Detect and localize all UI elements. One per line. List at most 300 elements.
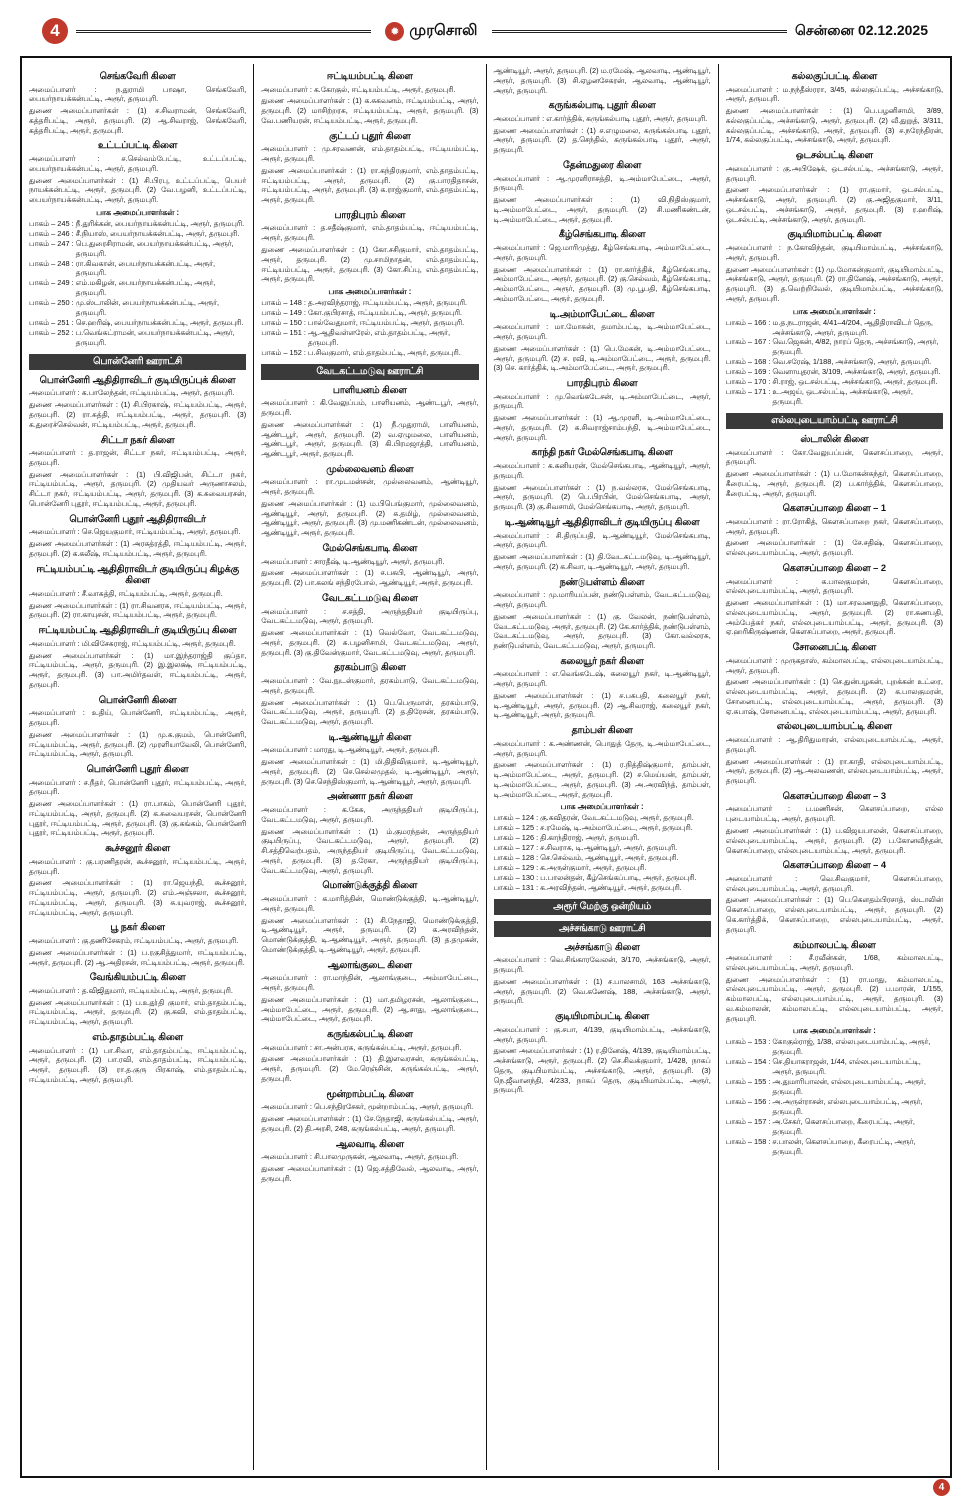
list-item-label: பாகம் – 251 bbox=[29, 318, 70, 328]
list-item-text: ப.வெங்கட்ராமன், பையர்நாயக்கன்பட்டி, அரூர், தருமபுரி. bbox=[75, 328, 235, 347]
branch-heading: சோனைபட்டி கிளை bbox=[792, 642, 877, 653]
body-paragraph: அமைப்பாளர் : வெ.சிங்காரவேலன், 3/170, அச்சங்காடு, அரூர், தருமபுரி. bbox=[493, 955, 711, 975]
body-paragraph: துணை அமைப்பாளர்கள் : (1) மா.சரவணதுதி, கௌசப்பாறை, எல்லபுடையாம்பட்டி, அரூர், தருமபுரி. (2) ரா.கணபதி, அம்பேத்கர் நகர், எல்லபுடையாம்பட்டி, அரூர், தருமபுரி. (3) ஏ.ஹரிகிருஷ்ணன், கௌசப்பாறை, அரூர், தருமபுரி. bbox=[725, 598, 943, 637]
branch-heading: கருங்கல்பாடி புதூர் கிளை bbox=[548, 100, 656, 111]
footer-page-number: 4 bbox=[933, 1479, 950, 1496]
body-paragraph: துணை அமைப்பாளர்கள் : (1) செ.துன்பழகன், புறக்கன் உட்ரை, எல்லபுடையாம்பட்டி, அரூர், தருமபுரி. (2) க.பாலகுமரன், சோனைபட்டி, எல்லபுடையாம்பட்டி, அரூர், தருமபுரி. (3) ஏ.சுபாஷ், சோனைபட்டி, எல்லபுடையாம்பட்டி, அரூர், தருமபுரி. bbox=[725, 677, 943, 716]
list-item bbox=[29, 278, 246, 298]
subsection-heading: பாக அமைப்பாளர்கள் : bbox=[560, 802, 644, 812]
body-paragraph: துணை அமைப்பாளர்கள் : (1) தி.இளவரசன், கருங்கல்பட்டி, அரூர், தருமபுரி. (2) மே.ரெஞ்சின், கருங்கல்பட்டி, அரூர், தருமபுரி. bbox=[261, 1054, 479, 1083]
list-item bbox=[726, 1097, 943, 1117]
list-item-separator: : bbox=[768, 1037, 771, 1047]
text-column bbox=[22, 64, 253, 1470]
body-paragraph: அமைப்பாளர் : சா.அன்பரசு, கருங்கல்பட்டி, அரூர், தருமபுரி. bbox=[261, 1042, 462, 1052]
body-paragraph: துணை அமைப்பாளர்கள் : (1) ம்.குமரந்தன், அருந்ததியர் குடியிருப்பு, வேடகட்டமடுவு, அரூர், தருமபுரி. (2) சி.சத்திவெற்பதம், அருந்ததியர் குடியிருப்பு, வேடகட்டமடுவு, அரூர், தருமபுரி. (3) த.ரேகா, அருந்ததியர் குடியிருப்பு, வேடகட்டமடுவு, அரூர், தருமபுரி. bbox=[261, 826, 479, 875]
branch-heading: டி.ஆண்டியூர் ஆதிதிராவிடர் குடியிருப்பு கிளை bbox=[504, 516, 700, 527]
body-paragraph: அமைப்பாளர் : எ.கார்த்திக், கருங்கல்பாடி புதூர், அரூர், தருமபுரி. bbox=[493, 113, 708, 123]
list-item-label: பாகம் – 250 bbox=[29, 298, 70, 308]
body-paragraph: துணை அமைப்பாளர்கள் : (1) ச.எழுமலை, கருங்கல்பாடி புதூர், அரூர், தருமபுரி. (2) த.செந்தில், கருங்கல்பாடி புதூர், அரூர், தருமபுரி. bbox=[493, 125, 711, 155]
list-item-label: பாகம் – 169 bbox=[725, 367, 767, 377]
body-paragraph: துணை அமைப்பாளர்கள் : (1) ச.சிவராமன், செங்கவேரி, கத்தரிபட்டி, அரூர், தருமபுரி. (2) ஆ.சிவராஜ், செங்கவேரி, கத்தரிபட்டி, அரூர், தருமபுரி. bbox=[29, 106, 247, 135]
list-item-label: பாகம் – 157 bbox=[725, 1116, 767, 1126]
list-item-text: மு.ஸ்டாலின், பையர்நாயக்கன்பட்டி, அரூர், தருமபுரி. bbox=[75, 298, 220, 318]
branch-heading: தாம்பள் கிளை bbox=[571, 725, 633, 736]
list-item-separator: : bbox=[303, 347, 306, 357]
body-paragraph: அமைப்பாளர் : கு.பரணிதரன், கூச்சனூர், ஈட்டியம்பட்டி, அரூர், தருமபுரி. bbox=[29, 856, 247, 876]
section-band-heading: அச்சங்காடு ஊராட்சி bbox=[494, 921, 711, 937]
list-item-text: செ.ஹரிஷ், பையர்நாயக்கன்பட்டி, அரூர், தருமபுரி. bbox=[75, 318, 244, 328]
list-item bbox=[261, 298, 478, 308]
list-item bbox=[726, 337, 943, 357]
branch-heading: கூச்சனூர் கிளை bbox=[105, 843, 170, 854]
branch-heading: குடியிமாம்பட்டி கிளை bbox=[787, 229, 882, 240]
text-column bbox=[486, 64, 718, 1470]
branch-heading: பொன்னேரி புதூர் ஆதிதிராவிடர் bbox=[69, 513, 206, 524]
list-item bbox=[29, 219, 246, 229]
body-paragraph: துணை அமைப்பாளர்கள் : (1) ரா.மாது, கம்மாலபட்டி, எல்லபுடையாம்பட்டி, அரூர், தருமபுரி. (2) ப.மாரன், 1/155, கம்மாலபட்டி, எல்லபுடையாம்பட்டி, அரூர், தருமபுரி. (3) வ.கம்மாலன், கம்மாலபட்டி, எல்லபுடையாம்பட்டி, அரூர், தருமபுரி. bbox=[725, 974, 943, 1023]
list-item-separator: : bbox=[536, 872, 539, 882]
body-paragraph: அமைப்பாளர் : ப.மணிசன், கௌசப்பாறை, எல்ல புடையாம்பட்டி, அரூர், தருமபுரி. bbox=[725, 804, 943, 824]
list-item bbox=[494, 833, 711, 843]
list-item bbox=[29, 298, 246, 318]
body-paragraph: துணை அமைப்பாளர்கள் : (1) ர.தினேஷ், 4/139, குடியிமாம்பட்டி, அச்சங்காடு, அரூர், தருமபுரி. (2) செ.சிவக்குமார், 1/428, நாகப் தெரு, குடியிமாம்பட்டி, அச்சங்காடு, அரூர், தருமபுரி. (3) நெ.ஜீவானந்தி, 4/233, நாகப் தெரு, குடியிமாம்பட்டி, அரூர், தருமபுரி. bbox=[493, 1046, 711, 1095]
body-paragraph: துணை அமைப்பாளர்கள் : (1) ப.உதூ்தி குமார், எம்.தாதம்பட்டி, ஈட்டியம்பட்டி, அரூர், தருமபுரி. (2) கு.கவி, எம்.தாதம்பட்டி, ஈட்டியம்பட்டி, அரூர், தருமபுரி. bbox=[29, 997, 247, 1027]
list-item-text: வெ.சரேஷ், 1/188, அச்சங்காடு, அரூர், தருமபுரி. bbox=[772, 357, 932, 367]
body-paragraph: துணை அமைப்பாளர்கள் : (1) மா.இந்தராஜ்தி குப்தா, ஈட்டியம்பட்டி, அரூர், தருமபுரி. (2) இ.இலக்ஷ், ஈட்டியம்பட்டி, அரூர், தருமபுரி. (3) பா.அமிர்தவள், ஈட்டியம்பட்டி, அரூர், தருமபுரி. bbox=[29, 650, 247, 689]
list-item-text: அ.அருள்ராசன், எல்லபுடையாம்பட்டி, அரூர், தருமபுரி. bbox=[772, 1097, 923, 1116]
list-item-text: ச.சிவராசு, டி.ஆண்டியூர், அரூர், தருமபுரி. bbox=[540, 843, 678, 853]
body-paragraph: துணை அமைப்பாளர்கள் : (1) ஆ.முரளி, டி.அம்மாபேட்டை, அரூர், தருமபுரி. (2) க.சிவராஜ்சாம்பந்தி, டி.அம்மாபேட்டை, அரூர், தருமபுரி. bbox=[493, 413, 711, 442]
body-paragraph: துணை அமைப்பாளர்கள் : (1) ரா.குமார், ஒடசல்பட்டி, அச்சங்காடு, அரூர், தருமபுரி. (2) கு.அஜிதகுமார், 3/11, ஒடசல்பட்டி, அச்சங்காடு, அரூர், தருமபுரி. (3) ர.ஹரிஷ், ஒடசல்பட்டி, அச்சங்காடு, அரூர், தருமபுரி. bbox=[725, 185, 943, 224]
list-item-separator: : bbox=[768, 377, 771, 387]
list-item-text: பெ.துரைசிராமன், பையர்நாயக்கன்பட்டி, அரூர், தருமபுரி. bbox=[75, 238, 234, 258]
branch-heading: கௌசப்பாறை கிளை – 3 bbox=[782, 790, 887, 801]
body-paragraph: துணை அமைப்பாளர்கள் : (1) மி.திதிவிகுமார், டி.ஆண்டியூர், அரூர், தருமபுரி. (2) செ.செல்லமுதல், டி.ஆண்டியூர், அரூர், தருமபுரி. (3) செ.செந்திஸ்குமார், டி.ஆண்டியூர், அரூர், தருமபுரி. bbox=[261, 757, 479, 786]
list-item-text: வெ.ஜெகன், 4/82, நாரப் தெரு, அச்சங்காடு, அரூர், தருமபுரி. bbox=[772, 337, 939, 357]
list-item-separator: : bbox=[71, 328, 74, 338]
body-paragraph: துணை அமைப்பாளர்கள் : (1) ர.நித்திஷ்குமார், தாம்பள், டி.அம்மாபேட்டை, அரூர், தருமபுரி. (2) ச.மெய்யன், தாம்பள், டி.அம்மாபேட்டை, அரூர், தருமபுரி. (3) அ.அரவிந்த், தாம்பள், டி.அம்மாபேட்டை, அரூர், தருமபுரி. bbox=[493, 760, 711, 799]
text-column bbox=[253, 64, 485, 1470]
body-paragraph: அமைப்பாளர் : மு.மாரியப்பன், நண்டுபள்ளம், வேடகட்டமடுவு, அரூர், தருமபுரி. bbox=[493, 590, 711, 609]
body-paragraph: துணை அமைப்பாளர்கள் : (1) சி.நேதாஜி, மொண்டுக்குத்தி, டி.ஆண்டியூர், அரூர், தருமபுரி. (2) க.அரவிந்தன், மொண்டுக்குத்தி, டி.ஆண்டியூர், அரூர், தருமபுரி. (3) த.தமுகன், மொண்டுக்குத்தி, டி.ஆண்டியூர், அரூர், தருமபுரி. bbox=[261, 915, 479, 954]
list-item bbox=[726, 367, 943, 377]
body-paragraph: துணை அமைப்பாளர்கள் : (1) பெ.மேகன், டி.அம்மாபேட்டை, அரூர், தருமபுரி. (2) ச. ரவி, டி.அம்மாபேட்டை, அரூர், தருமபுரி. (3) செ. கார்த்திக், டி.அம்மாபேட்டை, அரூர், தருமபுரி. bbox=[493, 343, 711, 373]
list-item-label: பாகம் – 247 bbox=[29, 238, 70, 248]
list-item bbox=[494, 853, 711, 863]
branch-heading: ஈட்டியம்பட்டி ஆதிதிராவிடர் குடியிருப்பு கிழக்கு கிளை bbox=[36, 563, 239, 586]
body-paragraph: அமைப்பாளர் : ஆ.முரளிராசத்தி, டி.அம்மாபேட்டை, அரூர், தருமபுரி. bbox=[493, 173, 711, 193]
body-paragraph: துணை அமைப்பாளர்கள் : (1) வி.நிதிஸ்குமார், டி.அம்மாபேட்டை, அரூர், தருமபுரி. (2) சி.மணிகண்டன், டி.அம்மாபேட்டை, அரூர், தருமபுரி. bbox=[493, 195, 711, 224]
branch-heading: பொன்னேரி ஆதிதிராவிடர் குடியிருப்புக் கிளை bbox=[39, 374, 236, 385]
list-item-separator: : bbox=[768, 337, 771, 347]
branch-heading: ஈட்டியம்பட்டி ஆதிதிராவிடர் குடியிருப்பு கிளை bbox=[38, 625, 237, 636]
body-paragraph: துணை அமைப்பாளர்கள் : (1) சி.பிரபு, உட்டப்பட்டி, பெயர் நாயக்கன்பட்டி, அரூர், தருமபுரி. (2) வே.பழனி, உட்டப்பட்டி, பையர்நாயக்கன்பட்டி, அரூர், தருமபுரி. bbox=[29, 175, 247, 205]
list-item-separator: : bbox=[768, 1097, 771, 1106]
body-paragraph: துணை அமைப்பாளர்கள் : (1) ரா.பாகம், பொன்னேரி புதூர், ஈட்டியம்பட்டி, அரூர், தருமபுரி. (2) க.சுவையரசன், பொன்னேரி புதூர், ஈட்டியம்பட்டி, அரூர், தருமபுரி. (3) கு.கங்கம், பொன்னேரி புதூர், ஈட்டியம்பட்டி, அரூர், தருமபுரி. bbox=[29, 799, 247, 838]
branch-heading: ஆலவாடி கிளை bbox=[335, 1138, 404, 1149]
list-item-label: பாகம் – 246 bbox=[29, 228, 70, 238]
edition-date: சென்னை 02.12.2025 bbox=[795, 21, 929, 38]
list-item-label: பாகம் – 125 bbox=[493, 823, 535, 833]
branch-heading: அச்சங்காடு கிளை bbox=[564, 941, 640, 952]
list-item-separator: : bbox=[768, 387, 771, 397]
branch-heading: கௌசப்பாறை கிளை – 4 bbox=[782, 860, 887, 871]
branch-heading: ஈட்டியம்பட்டி கிளை bbox=[326, 71, 413, 81]
branch-heading: கௌசப்பாறை கிளை – 2 bbox=[782, 563, 887, 574]
body-paragraph: அமைப்பாளர் : மா.மோகன், தமாம்பட்டி, டி.அம்மாபேட்டை, அரூர், தருமபுரி. bbox=[493, 322, 711, 341]
flame-circle-icon: ✹ bbox=[385, 22, 404, 41]
list-item-text: க.அருள்குமார், அரூர், தருமபுரி. bbox=[540, 863, 647, 873]
list-item bbox=[726, 377, 943, 387]
list-item-text: ப.சிவகுமார், எம்.தாதம்பட்டி, அரூர், தருமபுரி. bbox=[307, 347, 461, 357]
list-item-text: த.அரவிந்தராஜ், ஈட்டியம்பட்டி, அரூர், தருமபுரி. bbox=[307, 298, 467, 308]
body-paragraph: அமைப்பாளர் : மி.விசேசுராஜ், ஈட்டியம்பட்டி, அரூர், தருமபுரி. bbox=[29, 638, 236, 648]
body-paragraph: துணை அமைப்பாளர்கள் : (1) நீ.முதுராமி, பாளியனம், ஆண்டபூர், அரூர், தருமபுரி. (2) வ.ஏழுமலை, பாளியனம், ஆண்டபூர், அரூர், தருமபுரி. (3) கி.பிரமஜாத்தி, பாளியனம், ஆண்டபூர், அரூர், தருமபுரி. bbox=[261, 419, 479, 459]
body-paragraph: துணை அமைப்பாளர்கள் : (1) சி.பிரகாஷ், ஈட்டியம்பட்டி, அரூர், தருமபுரி. (2) ரா.சுத்தி, ஈட்டியம்பட்டி, அரூர், தருமபுரி. (3) க.துரைச்செல்வன், ஈட்டியம்பட்டி, அரூர், தருமபுரி. bbox=[29, 400, 247, 429]
body-paragraph: துணை அமைப்பாளர்கள் : (1) பி.விஜிபன், சிட்டா நகர், ஈட்டியம்பட்டி, அரூர், தருமபுரி. (2) முதியவர் அருணாசலம், சிட்டா நகர், ஈட்டியம்பட்டி, அரூர், தருமபுரி. (3) க.சுவையரசன், பொன்னேரி புதூர், ஈட்டியம்பட்டி, அரூர், தருமபுரி. bbox=[29, 469, 247, 508]
list-item-text: ம.த.நடராஜன், 4/41–4/204, ஆதிதிராவிடர் தெரு, அச்சங்காடு, அரூர், தருமபுரி. bbox=[772, 317, 933, 337]
body-paragraph: துணை அமைப்பாளர்கள் : (1) ஜெ.சத்திவேல், ஆலவாடி, அரூர், தருமபுரி. bbox=[261, 1164, 479, 1183]
body-paragraph: துணை அமைப்பாளர்கள் : (1) ரா.கார்த்திக், கீழ்செங்கபாடி, அம்மாபேட்டை, அரூர், தருமபுரி. (2) கு.செல்வம், கீழ்செங்கபாடி, அம்மாபேட்டை, அரூர், தருமபுரி. (3) மு.பூபதி, கீழ்செங்கபாடி, அம்மாபேட்டை, அரூர், தருமபுரி. bbox=[493, 264, 711, 303]
body-paragraph: அமைப்பாளர் : மு.வெங்கடேசன், டி.அம்மாபேட்டை, அரூர், தருமபுரி. bbox=[493, 391, 711, 411]
branch-heading: செங்கவேரி கிளை bbox=[99, 71, 176, 81]
list-item-label: பாகம் – 124 bbox=[493, 813, 535, 823]
list-item-text: கோ.குபிரசாத், ஈட்டியம்பட்டி, அரூர், தருமபுரி. bbox=[307, 308, 462, 317]
body-paragraph: அமைப்பாளர் : க.பாலேந்தன், ஈட்டியம்பட்டி, அரூர், தருமபுரி. bbox=[29, 388, 235, 398]
branch-heading: வேடகட்டமடுவு கிளை bbox=[322, 592, 418, 603]
list-item bbox=[494, 813, 711, 823]
branch-heading: குடியிமாம்பட்டி கிளை bbox=[555, 1011, 650, 1022]
branch-heading: கீழ்செங்கபாடி கிளை bbox=[558, 229, 646, 240]
list-item-separator: : bbox=[768, 1136, 771, 1146]
body-paragraph: துணை அமைப்பாளர்கள் : (1) ரா.ஜெயந்தி, கூச்சனூர், ஈட்டியம்பட்டி, அரூர், தருமபுரி. (2) எம்.அஞ்சலா, கூச்சனூர், ஈட்டியம்பட்டி, அரூர், தருமபுரி. (3) சு.யுவராஜ், கூச்சனூர், ஈட்டியம்பட்டி, அரூர், தருமபுரி. bbox=[29, 878, 247, 917]
list-item bbox=[29, 328, 246, 348]
body-paragraph: துணை அமைப்பாளர்கள் : (1) மு.க.குமம், பொன்னேரி, ஈட்டியம்பட்டி, அரூர், தருமபுரி. (2) முரளியாவேலி, பொன்னேரி, ஈட்டியம்பட்டி, அரூர், தருமபுரி. bbox=[29, 729, 247, 759]
list-item bbox=[726, 1117, 943, 1137]
branch-heading: எம்.தாதம்பட்டி கிளை bbox=[92, 1032, 184, 1043]
list-item-text: உ.அஜய், ஒடசல்பட்டி, அச்சங்காடு, அரூர், தருமபுரி. bbox=[772, 387, 913, 406]
branch-heading: பொன்னேரி புதூர் கிளை bbox=[86, 764, 189, 775]
body-paragraph: அமைப்பாளர் : ம.நந்தீஸ்ரரா, 3/45, கல்லகுப்பட்டி, அச்சங்காடு, அரூர், தருமபுரி. bbox=[725, 84, 943, 104]
body-paragraph: அமைப்பாளர் : பெ.சந்திரசேகர், மூன்றாம்பட்டி, அரூர், தருமபுரி. bbox=[261, 1102, 474, 1112]
list-item-separator: : bbox=[71, 228, 74, 238]
list-item-label: பாகம் – 158 bbox=[725, 1136, 767, 1146]
list-item-label: பாகம் – 167 bbox=[725, 337, 767, 347]
list-item bbox=[726, 1137, 943, 1157]
body-paragraph: அமைப்பாளர் : சீ.ரவீன்கள், 1/68, கம்மாலபட்டி, எல்லபுடையாம்பட்டி, அரூர், தருமபுரி. bbox=[725, 953, 943, 972]
masthead bbox=[0, 0, 972, 52]
body-paragraph: துணை அமைப்பாளர்கள் : (1) மா.தமிழரசன், ஆலாங்குடை, அம்மாபேட்டை, அரூர், தருமபுரி. (2) ஆ.சாது, ஆலாங்குடை, அம்மாபேட்டை, அரூர், தருமபுரி. bbox=[261, 994, 479, 1024]
body-paragraph: அமைப்பாளர் : சி.திருப்பதி, டி.ஆண்டியூர், மேல்செங்கபாடி, அரூர், தருமபுரி. bbox=[493, 530, 711, 550]
list-item-label: பாகம் – 149 bbox=[261, 308, 302, 317]
body-paragraph: துணை அமைப்பாளர்கள் : (1) ச.பசுபி, ஆண்டியூர், அரூர், தருமபுரி. (2) பா.கலங் சந்திரபோல், ஆண்டியூர், அரூர், தருமபுரி. bbox=[261, 568, 479, 588]
list-item-separator: : bbox=[303, 327, 306, 337]
body-paragraph: ஆண்டியூர், அரூர், தருமபுரி. (2) ம.ரமேஷ், ஆலவாடி, ஆண்டியூர், அரூர், தருமபுரி. (3) சி.ஏழனசேகரன், ஆலவாடி, ஆண்டியூர், அரூர், தருமபுரி. bbox=[493, 66, 711, 95]
body-paragraph: துணை அமைப்பாளர்கள் : (1) கு. வேலன், நண்டுபள்ளம், வேடகட்டமடுவு, அரூர், தருமபுரி. (2) கே.கார்த்திக், நண்டுபள்ளம், வேடகட்டமடுவு, அரூர், தருமபுரி. (3) கோ.வல்லரசு, நண்டுபள்ளம், வேடகட்டமடுவு, அரூர், தருமபுரி. bbox=[493, 611, 711, 651]
body-paragraph: துணை அமைப்பாளர்கள் : (1) ப.மோகன்சுந்தர், கௌசப்பாறை, கீரைபட்டி, அரூர், தருமபுரி. (2) ப.கார்த்திக், கௌசப்பாறை, கீரைபட்டி, அரூர், தருமபுரி. bbox=[725, 469, 943, 498]
publication-logo bbox=[379, 22, 483, 41]
body-paragraph: துணை அமைப்பாளர்கள் : (1) வெல்வோ, வேடகட்டமடுவு, அரூர், தருமபுரி. (2) சு.பழனிசாமி, வேடகட்டமடுவு, அரூர், தருமபுரி. (3) கு.திவேன்குமார், வேடகட்டமடுவு, அரூர், தருமபுரி. bbox=[261, 628, 479, 657]
list-item-label: பாகம் – 252 bbox=[29, 328, 70, 338]
list-item bbox=[726, 318, 943, 338]
body-paragraph: துணை அமைப்பாளர்கள் : (1) ம.பிபெங்குமார், முல்லைவனம், ஆண்டியூர், அரூர், தருமபுரி. (2) சு.தமிழ், முல்லைவனம், ஆண்டியூர், அரூர், தருமபுரி. (3) மு.மணிகண்டன், முல்லைவனம், ஆண்டியூர், அரூர், தருமபுரி. bbox=[261, 498, 479, 538]
body-paragraph: அமைப்பாளர் : முருகதாஸ், கம்மாலபட்டி, எல்லபுடையாம்பட்டி, அரூர், தருமபுரி. bbox=[725, 655, 943, 675]
list-item-text: ச.ரமேஷ், டி.அம்மாபேட்டை, அரூர், தருமபுரி. bbox=[540, 823, 693, 833]
list-item bbox=[494, 873, 711, 883]
body-paragraph: அமைப்பாளர் : ந.துரா‌மி பாஷா, செங்கவேரி, பையர்நாயக்கன்பட்டி, அரூர், தருமபுரி. bbox=[29, 84, 247, 104]
body-paragraph: அமைப்பாளர் : கு.அபிஷேக், ஒடசல்பட்டி, அச்சங்காடு, அரூர், தருமபுரி. bbox=[725, 163, 943, 183]
body-paragraph: அமைப்பாளர் : மாரது, டி.ஆண்டியூர், அரூர், தருமபுரி. bbox=[261, 745, 440, 755]
list-item-text: க.அரவிந்தன், ஆண்டியூர், அரூர், தருமபுரி. bbox=[540, 882, 682, 892]
subsection-heading: பாக அமைப்பாளர்கள் : bbox=[792, 1026, 876, 1036]
body-paragraph: அமைப்பாளர் : கு.சபா, 4/139, குடியிமாம்பட்டி, அச்சங்காடு, அரூர், தருமபுரி. bbox=[493, 1024, 711, 1044]
subsection-heading: பாக அமைப்பாளர்கள் : bbox=[792, 306, 876, 316]
branch-heading: குட்டப் புதூர் கிளை bbox=[329, 130, 411, 141]
list-item-separator: : bbox=[536, 843, 539, 853]
body-paragraph: துணை அமைப்பாளர்கள் : (1) ப.ரகுசித்துமார், ஈட்டியம்பட்டி, அரூர், தருமபுரி. (2) ஆ.அதிரசன், ஈட்டியம்பட்டி, அரூர், தருமபுரி. bbox=[29, 947, 247, 967]
branch-heading: கலையூர் நகர் கிளை bbox=[560, 655, 644, 666]
branch-heading: உட்டப்பட்டி கிளை bbox=[97, 140, 178, 151]
branch-heading: தரகம்பாடு கிளை bbox=[334, 662, 406, 673]
body-paragraph: துணை அமைப்பாளர்கள் : (1) ந.வல்லரசு, மேல்செங்கபாடி, அரூர், தருமபுரி. (2) பெ.பிரபின், மேல்செங்கபாடி, அரூர், தருமபுரி. (3) கு.சிவசாமி, மேல்செங்கபாடி, அரூர், தருமபுரி. bbox=[493, 482, 711, 512]
branch-heading: கல்லகுப்பட்டி கிளை bbox=[791, 71, 878, 81]
body-paragraph: அமைப்பாளர் : க.பாலகுமரன், கௌசப்பாறை, எல்லபுடையாம்பட்டி, அரூர், தருமபுரி. bbox=[725, 576, 943, 596]
list-item bbox=[29, 318, 246, 328]
list-item bbox=[726, 387, 943, 407]
branch-heading: டி.அம்மாபேட்டை கிளை bbox=[549, 308, 655, 319]
list-item-text: ச.பாலன், கௌசப்பாறை, கீரைபட்டி, அரூர், தருமபுரி. bbox=[772, 1136, 916, 1156]
list-item bbox=[726, 1077, 943, 1097]
list-item-label: பாகம் – 148 bbox=[261, 298, 302, 308]
branch-heading: சிட்டா நகர் கிளை bbox=[100, 434, 175, 445]
list-item bbox=[494, 823, 711, 833]
list-item-label: பாகம் – 151 bbox=[261, 327, 302, 337]
list-item-label: பாகம் – 131 bbox=[493, 882, 535, 892]
branch-heading: பாரதிபுரம் கிளை bbox=[334, 209, 406, 220]
article-columns bbox=[20, 56, 952, 1478]
list-item-text: அ.துமாரிபாலன், எல்லபுடையாம்பட்டி, அரூர், தருமபுரி. bbox=[772, 1077, 926, 1097]
branch-heading: வேங்கியம்பட்டி கிளை bbox=[89, 972, 186, 983]
branch-heading: ஸ்டாலின் கிளை bbox=[800, 433, 869, 444]
branch-heading: மேல்செங்கபாடி கிளை bbox=[322, 543, 418, 554]
body-paragraph: துணை அமைப்பாளர்கள் : (1) ச.பசுபதி, கலையூர் நகர், டி.ஆண்டியூர், அரூர், தருமபுரி. (2) ஆ.சிவராஜ், கலையூர் நகர், டி.ஆண்டியூர், அரூர், தருமபுரி. bbox=[493, 690, 711, 720]
list-item-separator: : bbox=[71, 258, 74, 268]
branch-heading: பூ நகர் கிளை bbox=[110, 922, 165, 933]
branch-heading: கருங்கல்பட்டி கிளை bbox=[327, 1029, 413, 1040]
list-item bbox=[261, 348, 478, 358]
list-item bbox=[726, 1037, 943, 1057]
list-item bbox=[726, 1057, 943, 1077]
list-item bbox=[261, 318, 478, 328]
body-paragraph: அமைப்பாளர் : க.கோகுல், ஈட்டியம்பட்டி, அரூர், தருமபுரி. bbox=[261, 84, 456, 94]
list-item-separator: : bbox=[71, 298, 74, 308]
list-item-separator: : bbox=[303, 308, 306, 317]
list-item-separator: : bbox=[768, 1116, 771, 1126]
list-item-label: பாகம் – 166 bbox=[725, 317, 767, 327]
list-item bbox=[261, 328, 478, 348]
list-item bbox=[29, 239, 246, 259]
subsection-heading: பாக அமைப்பாளர்கள் : bbox=[328, 287, 412, 297]
branch-heading: முல்லைவனம் கிளை bbox=[326, 463, 414, 474]
body-paragraph: அமைப்பாளர் : வே.நுடன்குமார், தரகம்பாடு, வேடகட்டமடுவு, அரூர், தருமபுரி. bbox=[261, 675, 479, 695]
list-item-separator: : bbox=[536, 823, 539, 833]
body-paragraph: அமைப்பாளர் : கு.தணிசேகரம், ஈட்டியம்பட்டி, அரூர், தருமபுரி. bbox=[29, 936, 239, 946]
body-paragraph: அமைப்பாளர் : ரா.முடமன்சன், முல்லைவனம், ஆண்டியூர், அரூர், தருமபுரி. bbox=[261, 477, 479, 497]
list-item-label: பாகம் – 156 bbox=[725, 1097, 767, 1106]
body-paragraph: துணை அமைப்பாளர்கள் : (1) சே.நேதாஜி, கருங்கல்பட்டி, அரூர், தருமபுரி. (2) தி.அரசி, 248, கருங்கல்பட்டி, அரூர், தருமபுரி. bbox=[261, 1114, 479, 1133]
section-band-heading: எல்லபுடையாம்பட்டி ஊராட்சி bbox=[726, 413, 943, 429]
list-item-label: பாகம் – 150 bbox=[261, 317, 302, 327]
list-item-text: ப.பாலன்தன், கீழ்செங்கப்பாடி, அரூர், தருமபுரி. bbox=[540, 872, 697, 882]
list-item bbox=[494, 843, 711, 853]
list-item-label: பாகம் – 168 bbox=[725, 357, 767, 367]
page-number-badge: 4 bbox=[42, 18, 68, 44]
body-paragraph: அமைப்பாளர் : செ.ஜெயகுமார், ஈட்டியம்பட்டி, அரூர், தருமபுரி. bbox=[29, 527, 241, 537]
section-band-heading: பொன்னேரி ஊராட்சி bbox=[29, 354, 246, 370]
branch-heading: நண்டுபள்ளம் கிளை bbox=[559, 576, 645, 587]
branch-heading: ஒடசல்பட்டி கிளை bbox=[795, 150, 873, 161]
list-item-label: பாகம் – 248 bbox=[29, 258, 70, 268]
branch-heading: பாளியனம் கிளை bbox=[332, 384, 407, 395]
body-paragraph: துணை அமைப்பாளர்கள் : (1) கோ.சசிகுமார், எம்.தாதம்பட்டி, அரூர், தருமபுரி. (2) மு.சாமிநாதன், எம்.தாதம்பட்டி, ஈட்டியம்பட்டி, அரூர், தருமபுரி. (3) கோ.சிப்பு, எம்.தாதம்பட்டி, அரூர், தருமபுரி. bbox=[261, 245, 479, 284]
list-item-separator: : bbox=[536, 853, 539, 863]
branch-heading: ஆலாங்குடை கிளை bbox=[327, 959, 413, 970]
body-paragraph: அமைப்பாளர் : சி.பாலமுருகன், ஆலவாடி, அரூர், தருமபுரி. bbox=[261, 1152, 459, 1162]
list-item-text: ஆ.ஆதிவள்ளரேல், எம்.தாதம்பட்டி, அரூர், தருமபுரி. bbox=[307, 327, 451, 347]
list-item-separator: : bbox=[768, 367, 771, 377]
body-paragraph: அமைப்பாளர் : ஆ.திரிதுமாரன், எல்லபுடையாம்பட்டி, அரூர், தருமபுரி. bbox=[725, 735, 943, 754]
list-item-text: செ.செல்வம், ஆண்டியூர், அரூர், தருமபுரி. bbox=[540, 853, 679, 863]
body-paragraph: அமைப்பாளர் : மு.சரவணன், எம்.தாதம்பட்டி, ஈட்டியம்பட்டி, அரூர், தருமபுரி. bbox=[261, 144, 479, 164]
branch-heading: அண்ணா நகர் கிளை bbox=[327, 791, 413, 802]
list-item-label: பாகம் – 171 bbox=[725, 387, 767, 397]
body-paragraph: அமைப்பாளர் : சீ.வாசுத்தி, ஈட்டியம்பட்டி, அரூர், தருமபுரி. bbox=[29, 588, 223, 598]
list-item-text: ரா.கிவகான், பையர்நாயக்கன்பட்டி, அரூர், தருமபுரி. bbox=[75, 258, 216, 278]
list-item bbox=[494, 863, 711, 873]
list-item-text: சீ.நியாஸ், பையர்நாயக்கன்பட்டி, அரூர், தருமபுரி. bbox=[75, 228, 240, 238]
masthead-rule-right bbox=[492, 30, 787, 33]
branch-heading: டி.ஆண்டியூர் கிளை bbox=[328, 731, 412, 742]
branch-heading: பொன்னேரி கிளை bbox=[98, 694, 177, 705]
body-paragraph: துணை அமைப்பாளர்கள் : (1) ரா.சிவனரசு, ஈட்டியம்பட்டி, அரூர், தருமபுரி. (2) ரா.காயுசன், ஈட்டியம்பட்டி, அரூர், தருமபுரி. bbox=[29, 600, 247, 620]
list-item-label: பாகம் – 129 bbox=[493, 863, 535, 873]
branch-heading: மூன்றாம்பட்டி கிளை bbox=[326, 1088, 414, 1099]
body-paragraph: அமைப்பாளர் : த.விஜிதுமார், ஈட்டியம்பட்டி, அரூர், தருமபுரி. bbox=[29, 985, 233, 995]
body-paragraph: அமைப்பாளர் : க.மாரித்தின், மொண்டுக்குத்தி, டி.ஆண்டியூர், அரூர், தருமபுரி. bbox=[261, 894, 479, 913]
list-item-text: நீ.துரிக்கன், பையர்நாயக்கன்பட்டி, அரூர், தருமபுரி. bbox=[75, 218, 245, 228]
list-item-label: பாகம் – 245 bbox=[29, 218, 70, 228]
list-item-label: பாகம் – 155 bbox=[725, 1077, 767, 1087]
list-item-separator: : bbox=[536, 813, 539, 823]
list-item-separator: : bbox=[536, 833, 539, 843]
list-item-label: பாகம் – 127 bbox=[493, 843, 535, 853]
branch-heading: கம்மாலபட்டி கிளை bbox=[793, 939, 876, 950]
body-paragraph: அமைப்பாளர் : (1) பா.சிவா, எம்.தாதம்பட்டி, ஈட்டியம்பட்டி, அரூர், தருமபுரி. (2) பா.ரவி, எம்.தாதம்பட்டி, ஈட்டியம்பட்டி, அரூர், தருமபுரி. (3) ரா.த.குரு பிரகாஷ், எம்.தாதம்பட்டி, ஈட்டியம்பட்டி, அரூர், தருமபுரி. bbox=[29, 1045, 247, 1084]
body-paragraph: துணை அமைப்பாளர்கள் : (1) தி.வேடகட்டமடுவு, டி.ஆண்டியூர், அரூர், தருமபுரி. (2) க.சிவா, டி.ஆண்டியூர், அரூர், தருமபுரி. bbox=[493, 552, 711, 571]
list-item-label: பாகம் – 154 bbox=[725, 1057, 767, 1067]
body-paragraph: அமைப்பாளர் : த.சதீஷ்குமார், எம்.தாதம்பட்டி, ஈட்டியம்பட்டி, அரூர், தருமபுரி. bbox=[261, 223, 479, 243]
body-paragraph: அமைப்பாளர் : ச.சத்தி, அருந்ததியர் குடியிருப்பு, வேடகட்டமடுவு, அரூர், தருமபுரி. bbox=[261, 606, 479, 626]
body-paragraph: துணை அமைப்பாளர்கள் : (1) ரா.கந்திரகுமார், எம்.தாதம்பட்டி, ஈட்டியம்பட்டி, அரூர், தருமபுரி. (2) கு.பாரதிதாசன், ஈட்டியம்பட்டி, அரூர், தருமபுரி. (3) க.ராஜ்குமார், எம்.தாதம்பட்டி, அரூர், தருமபுரி. bbox=[261, 165, 479, 205]
body-paragraph: அமைப்பாளர் : வெ.சிவகுமார், கௌசப்பாறை, எல்லபுடையாம்பட்டி, அரூர், தருமபுரி. bbox=[725, 873, 943, 893]
list-item-separator: : bbox=[768, 1077, 771, 1087]
list-item-separator: : bbox=[71, 218, 74, 228]
list-item-text: சி.ராஜ், ஒடசல்பட்டி, அச்சங்காடு, அரூர், தருமபுரி. bbox=[772, 377, 938, 387]
list-item-separator: : bbox=[536, 882, 539, 892]
list-item-label: பாகம் – 128 bbox=[493, 853, 535, 863]
body-paragraph: அமைப்பாளர் : ரா.ரோகித், கௌசப்பாறை நகர், கௌசப்பாறை, அரூர், தருமபுரி. bbox=[725, 516, 943, 536]
list-item-separator: : bbox=[536, 863, 539, 873]
body-paragraph: அமைப்பாளர் : க.அண்ணன், பொதுத் தேரு, டி.அம்மாபேட்டை, அரூர், தருமபுரி. bbox=[493, 738, 711, 758]
body-paragraph: அமைப்பாளர் : ரா.மாந்தின், ஆலாங்குடை, அம்மாபேட்டை, அரூர், தருமபுரி. bbox=[261, 973, 479, 993]
list-item-text: கு.கவிதரன், வேடகட்டமடுவு, அரூர், தருமபுரி. bbox=[540, 813, 694, 823]
list-item-separator: : bbox=[71, 318, 74, 328]
body-paragraph: துணை அமைப்பாளர்கள் : (1) ச.பாலசாமி, 163 அச்சங்காடு, அரூர், தருமபுரி. (2) வெ.கணேஷ், 188, அச்சங்காடு, அரூர், தருமபுரி. bbox=[493, 976, 711, 1006]
list-item-text: செ.தியாகராஜன், 1/44, எல்லபுடையாம்பட்டி, அரூர், தருமபுரி. bbox=[772, 1057, 921, 1077]
body-paragraph: துணை அமைப்பாளர்கள் : (1) ப.விஜயபாலன், கௌசப்பாறை, எல்லபுடையாம்பட்டி, அரூர், தருமபுரி. (2) ப.கோனவீந்தன், கௌசப்பாறை, எல்லபுடையாம்பட்டி, அரூர், தருமபுரி. bbox=[725, 826, 943, 855]
list-item-text: பால்வேதுமார், ஈட்டியம்பட்டி, அரூர், தருமபுரி. bbox=[307, 317, 465, 327]
body-paragraph: அமைப்பாளர் : உதிய், பொன்னேரி, ஈட்டியம்பட்டி, அரூர், தருமபுரி. bbox=[29, 708, 247, 727]
list-item-separator: : bbox=[768, 317, 771, 327]
masthead-rule-left bbox=[76, 30, 371, 33]
list-item bbox=[726, 357, 943, 367]
body-paragraph: துணை அமைப்பாளர்கள் : (1) பெ.கௌதம்பிரசாத், ஸ்டாலின் கௌசப்பாறை, எல்லபுடையாம்பட்டி, அரூர், தருமபுரி. (2) கெ.கார்த்திக், கௌசப்பாறை, எல்லபுடையாம்பட்டி, அரூர், தருமபுரி. bbox=[725, 895, 943, 934]
body-paragraph: அமைப்பாளர் : ச.நீதர், பொன்னேரி புதூர், ஈட்டியம்பட்டி, அரூர், தருமபுரி. bbox=[29, 777, 247, 797]
branch-heading: பாரதிபுரம் கிளை bbox=[566, 378, 638, 389]
body-paragraph: துணை அமைப்பாளர்கள் : (1) பெ.பழனிசாமி, 3/89, கல்லகுப்பட்டி, அச்சங்காடு, அரூர், தருமபுரி. (2) வீ.துறுத், 3/311, கல்லகுப்பட்டி, அச்சங்காடு, அரூர், தருமபுரி. (3) ச.நரேந்திரன், 1/74, கல்லகுப்பட்டி, அச்சங்காடு, அரூர், தருமபுரி. bbox=[725, 106, 943, 145]
list-item-text: எம்.மகிழன், பையர்நாயக்கன்பட்டி, அரூர், தருமபுரி. bbox=[75, 278, 216, 298]
subsection-heading: பாக அமைப்பாளர்கள் : bbox=[96, 207, 180, 217]
branch-heading: கௌசப்பாறை கிளை – 1 bbox=[782, 503, 887, 514]
list-item-label: பாகம் – 153 bbox=[725, 1037, 767, 1047]
list-item-separator: : bbox=[768, 357, 771, 367]
list-item-label: பாகம் – 130 bbox=[493, 872, 535, 882]
list-item-separator: : bbox=[71, 238, 74, 248]
section-band-heading: அரூர் மேற்கு ஒன்றியம் bbox=[494, 899, 711, 915]
list-item-text: கோகுல்ராஜ், 1/38, எல்லபுடையாம்பட்டி, அரூர், தருமபுரி. bbox=[772, 1037, 931, 1057]
list-item-separator: : bbox=[71, 278, 74, 288]
body-paragraph: அமைப்பாளர் : ந.கோவிந்தன், குடியிமாம்பட்டி, அச்சங்காடு, அரூர், தருமபுரி. bbox=[725, 243, 943, 262]
body-paragraph: அமைப்பாளர் : த.ராஜன், சிட்டா நகர், ஈட்டியம்பட்டி, அரூர், தருமபுரி. bbox=[29, 448, 247, 467]
section-band-heading: வேடகட்டமடுவு ஊராட்சி bbox=[261, 364, 478, 380]
list-item-text: தி.காந்திராஜ், அரூர், தருமபுரி. bbox=[540, 833, 640, 843]
body-paragraph: துணை அமைப்பாளர்கள் : (1) மு.மோகன்குமார், குடியிமாம்பட்டி, அச்சங்காடு, அரூர், தருமபுரி. (2) ரா.தினேஷ், அச்சங்காடு, அரூர், தருமபுரி. (3) த.வெற்றிவேல், குடியிமாம்பட்டி, அச்சங்காடு, அரூர், தருமபுரி. bbox=[725, 264, 943, 303]
body-paragraph: துணை அமைப்பாளர்கள் : (1) அரசுத்ரத்தி, ஈட்டியம்பட்டி, அரூர், தருமபுரி. (2) க.கலீஷ், ஈட்டியம்பட்டி, அரூர், தருமபுரி. bbox=[29, 539, 247, 558]
text-column bbox=[718, 64, 950, 1470]
list-item-label: பாகம் – 152 bbox=[261, 347, 302, 357]
list-item-separator: : bbox=[303, 298, 306, 308]
list-item bbox=[29, 259, 246, 279]
branch-heading: மொண்டுக்குத்தி கிளை bbox=[322, 880, 418, 891]
branch-heading: காந்தி நகர் மேல்செங்கபாடி கிளை bbox=[531, 447, 673, 458]
list-item bbox=[261, 308, 478, 318]
publication-name: முரசொலி bbox=[409, 21, 478, 39]
list-item bbox=[29, 229, 246, 239]
body-paragraph: அமைப்பாளர் : கி.வேலுப்பம், பாளியனம், ஆண்டபூர், அரூர், தருமபுரி. bbox=[261, 398, 479, 417]
body-paragraph: துணை அமைப்பாளர்கள் : (1) க.சுகவனம், ஈட்டியம்பட்டி, அரூர், தருமபுரி. (2) மாசிற்றரசு, ஈட்டியம்பட்டி, அரூர், தருமபுரி. (3) வே.பணியரன், ஈட்டியம்பட்டி, அரூர், தருமபுரி. bbox=[261, 96, 479, 125]
body-paragraph: அமைப்பாளர் : க.கனியரன், மேல்செங்கபாடி, ஆண்டியூர், அரூர், தருமபுரி. bbox=[493, 461, 711, 480]
body-paragraph: அமைப்பாளர் : ச.செல்வம்பேட்டி, உட்டப்பட்டி, பையர்நாயக்கன்பட்டி, அரூர், தருமபுரி. bbox=[29, 154, 247, 173]
list-item-label: பாகம் – 170 bbox=[725, 377, 767, 387]
list-item bbox=[494, 883, 711, 893]
body-paragraph: அமைப்பாளர் : எ.வெங்கடேஷ், கலையூர் நகர், டி.ஆண்டியூர், அரூர், தருமபுரி. bbox=[493, 669, 711, 689]
list-item-text: அ.சேகர், கௌசப்பாறை, கீரைபட்டி, அரூர், தருமபுரி. bbox=[772, 1116, 915, 1136]
body-paragraph: துணை அமைப்பாளர்கள் : (1) பெ.பெருமாள், தரகம்பாடு, வேடகட்டமடுவு, அரூர், தருமபுரி. (2) த.திரேசன், தரகம்பாடு, வேடகட்டமடுவு, அரூர், தருமபுரி. bbox=[261, 697, 479, 727]
body-paragraph: அமைப்பாளர் : க.கேசு, அருந்ததியர் குடியிருப்பு, வேடகட்டமடுவு, அரூர், தருமபுரி. bbox=[261, 805, 479, 824]
body-paragraph: துணை அமைப்பாளர்கள் : (1) ரா.காதி, எல்லபுடையாம்பட்டி, அரூர், தருமபுரி. (2) ஆ.அலவணன், எல்லபுடையாம்பட்டி, அரூர், தருமபுரி. bbox=[725, 756, 943, 786]
list-item-label: பாகம் – 249 bbox=[29, 278, 70, 288]
list-item-separator: : bbox=[303, 317, 306, 327]
